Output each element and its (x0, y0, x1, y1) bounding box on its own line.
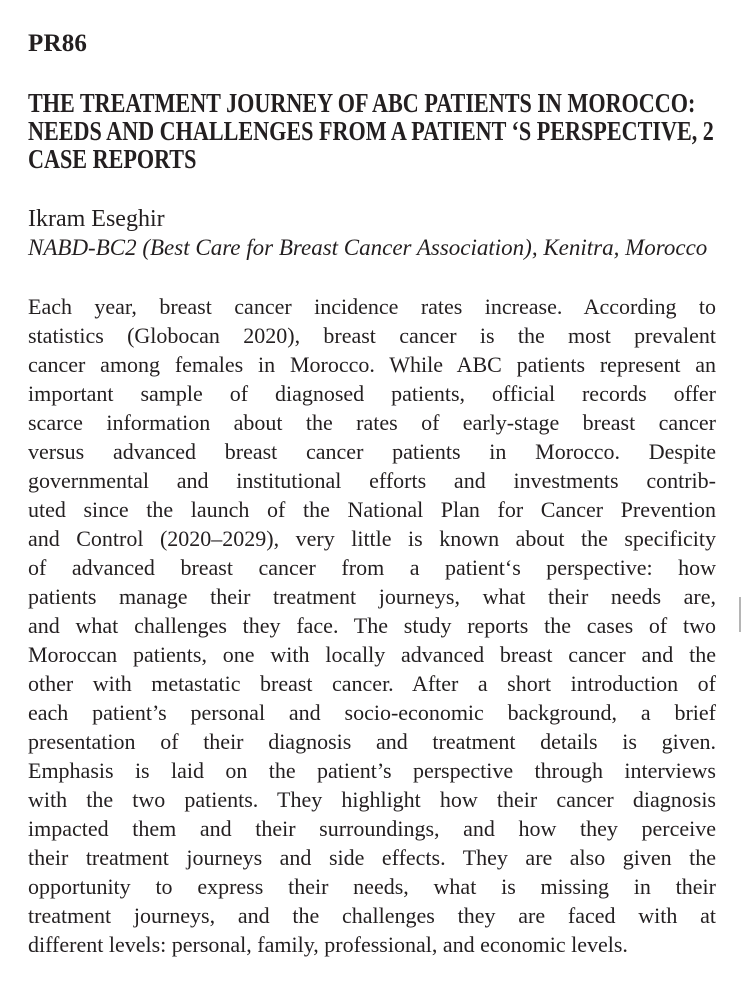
abstract-body-line: statistics (Globocan 2020), breast cancer is the most prevalent (28, 323, 716, 348)
abstract-body-line: scarce information about the rates of early-stage breast cancer (28, 410, 716, 435)
abstract-body-text (28, 292, 716, 959)
abstract-body-line: Emphasis is laid on the patient’s perspective through interviews (28, 758, 716, 783)
abstract-body-line: presentation of their diagnosis and treatment details is given. (28, 729, 716, 754)
abstract-body-line: and Control (2020–2029), very little is known about the specificity (28, 526, 716, 551)
abstract-body-line: with the two patients. They highlight how their cancer diagnosis (28, 787, 716, 812)
abstract-body-line: patients manage their treatment journeys, what their needs are, (28, 584, 716, 609)
abstract-title-line: NEEDS AND CHALLENGES FROM A PATIENT ‘S PERSPECTIVE, 2 (28, 116, 714, 146)
abstract-id: PR86 (28, 30, 88, 57)
author-affiliation: NABD-BC2 (Best Care for Breast Cancer Association), Kenitra, Morocco (28, 235, 708, 260)
abstract-body-line: impacted them and their surroundings, and how they perceive (28, 816, 716, 841)
abstract-body-line: each patient’s personal and socio-economic background, a brief (28, 700, 716, 725)
right-edge-artifact (739, 597, 741, 632)
abstract-title-line: CASE REPORTS (28, 144, 197, 174)
abstract-body-line: treatment journeys, and the challenges they are faced with at (28, 903, 716, 928)
abstract-body-line: opportunity to express their needs, what is missing in their (28, 874, 716, 899)
abstract-title-line: THE TREATMENT JOURNEY OF ABC PATIENTS IN MOROCCO: (28, 88, 696, 118)
abstract-body-line: their treatment journeys and side effects. They are also given the (28, 845, 716, 870)
abstract-title (28, 89, 714, 173)
abstract-body-line: of advanced breast cancer from a patient‘s perspective: how (28, 555, 716, 580)
abstract-body-line: versus advanced breast cancer patients in Morocco. Despite (28, 439, 716, 464)
abstract-body-line: uted since the launch of the National Plan for Cancer Prevention (28, 497, 716, 522)
abstract-body-line: Each year, breast cancer incidence rates increase. According to (28, 294, 716, 319)
author-name: Ikram Eseghir (28, 206, 165, 232)
abstract-body-line: governmental and institutional efforts and investments contrib- (28, 468, 716, 493)
abstract-body-line: cancer among females in Morocco. While ABC patients represent an (28, 352, 716, 377)
abstract-body-line: different levels: personal, family, professional, and economic levels. (28, 932, 628, 957)
abstract-body-line: important sample of diagnosed patients, official records offer (28, 381, 716, 406)
abstract-body-line: other with metastatic breast cancer. After a short introduction of (28, 671, 716, 696)
abstract-body-line: Moroccan patients, one with locally advanced breast cancer and the (28, 642, 716, 667)
abstract-body-line: and what challenges they face. The study reports the cases of two (28, 613, 716, 638)
